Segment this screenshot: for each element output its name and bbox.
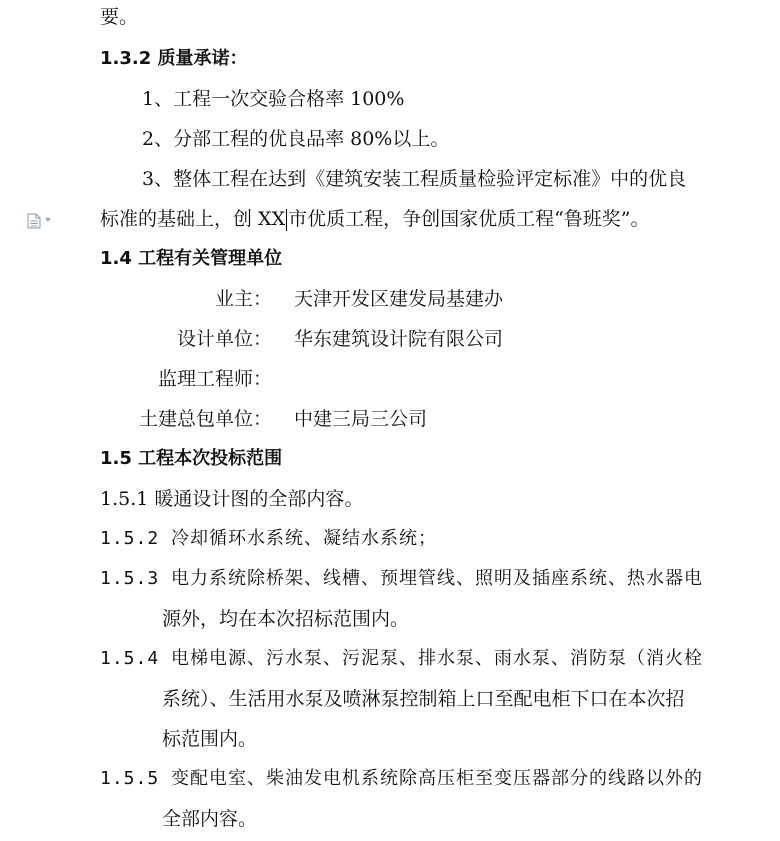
document-icon[interactable] (27, 213, 41, 229)
scope-item-3-line1: 1.5.3 电力系统除桥架、线槽、预埋管线、照明及插座系统、热水器电 (100, 568, 704, 589)
quality-item-1: 1、工程一次交验合格率 100% (142, 88, 405, 110)
quality-item-3-text-before-cursor: 标准的基础上，创 XX (100, 208, 286, 230)
dropdown-arrow-icon[interactable] (45, 218, 51, 222)
scope-item-2: 1.5.2 冷却循环水系统、凝结水系统； (100, 528, 438, 549)
heading-management-units: 1.4 工程有关管理单位 (100, 248, 283, 269)
scope-item-3-line2: 源外，均在本次招标范围内。 (162, 608, 410, 630)
scope-item-5-line2: 全部内容。 (162, 808, 258, 830)
quality-item-3-line1: 3、整体工程在达到《建筑安装工程质量检验评定标准》中的优良 (142, 168, 687, 190)
unit-row-owner (102, 286, 503, 312)
quality-item-2: 2、分部工程的优良品率 80%以上。 (142, 128, 450, 150)
quality-item-3-line2 (100, 206, 650, 232)
quality-item-3-text-after-cursor: 市优质工程，争创国家优质工程“鲁班奖”。 (288, 208, 650, 230)
paragraph-fragment: 要。 (100, 6, 139, 28)
scope-item-4-line2: 系统）、生活用水泵及喷淋泵控制箱上口至配电柜下口在本次招 (162, 688, 685, 710)
scope-item-5-line1: 1.5.5 变配电室、柴油发电机系统除高压柜至变压器部分的线路以外的 (100, 768, 704, 789)
unit-value: 天津开发区建发局基建办 (294, 288, 504, 310)
unit-row-designer (102, 326, 503, 352)
unit-label: 监理工程师： (157, 368, 272, 390)
unit-label: 土建总包单位： (138, 408, 272, 430)
unit-row-supervisor (102, 366, 294, 392)
scope-item-1: 1.5.1 暖通设计图的全部内容。 (100, 488, 364, 510)
heading-quality-promise: 1.3.2 质量承诺： (100, 48, 248, 69)
scope-item-4-line1: 1.5.4 电梯电源、污水泵、污泥泵、排水泵、雨水泵、消防泵（消火栓 (100, 648, 704, 669)
unit-value: 华东建筑设计院有限公司 (294, 328, 504, 350)
scope-item-4-line3: 标范围内。 (162, 728, 258, 750)
unit-row-general-contractor (102, 406, 427, 432)
unit-value: 中建三局三公司 (294, 408, 428, 430)
unit-label: 业主： (214, 288, 272, 310)
heading-bid-scope: 1.5 工程本次投标范围 (100, 448, 283, 469)
text-cursor (286, 209, 287, 231)
unit-label: 设计单位： (176, 328, 272, 350)
